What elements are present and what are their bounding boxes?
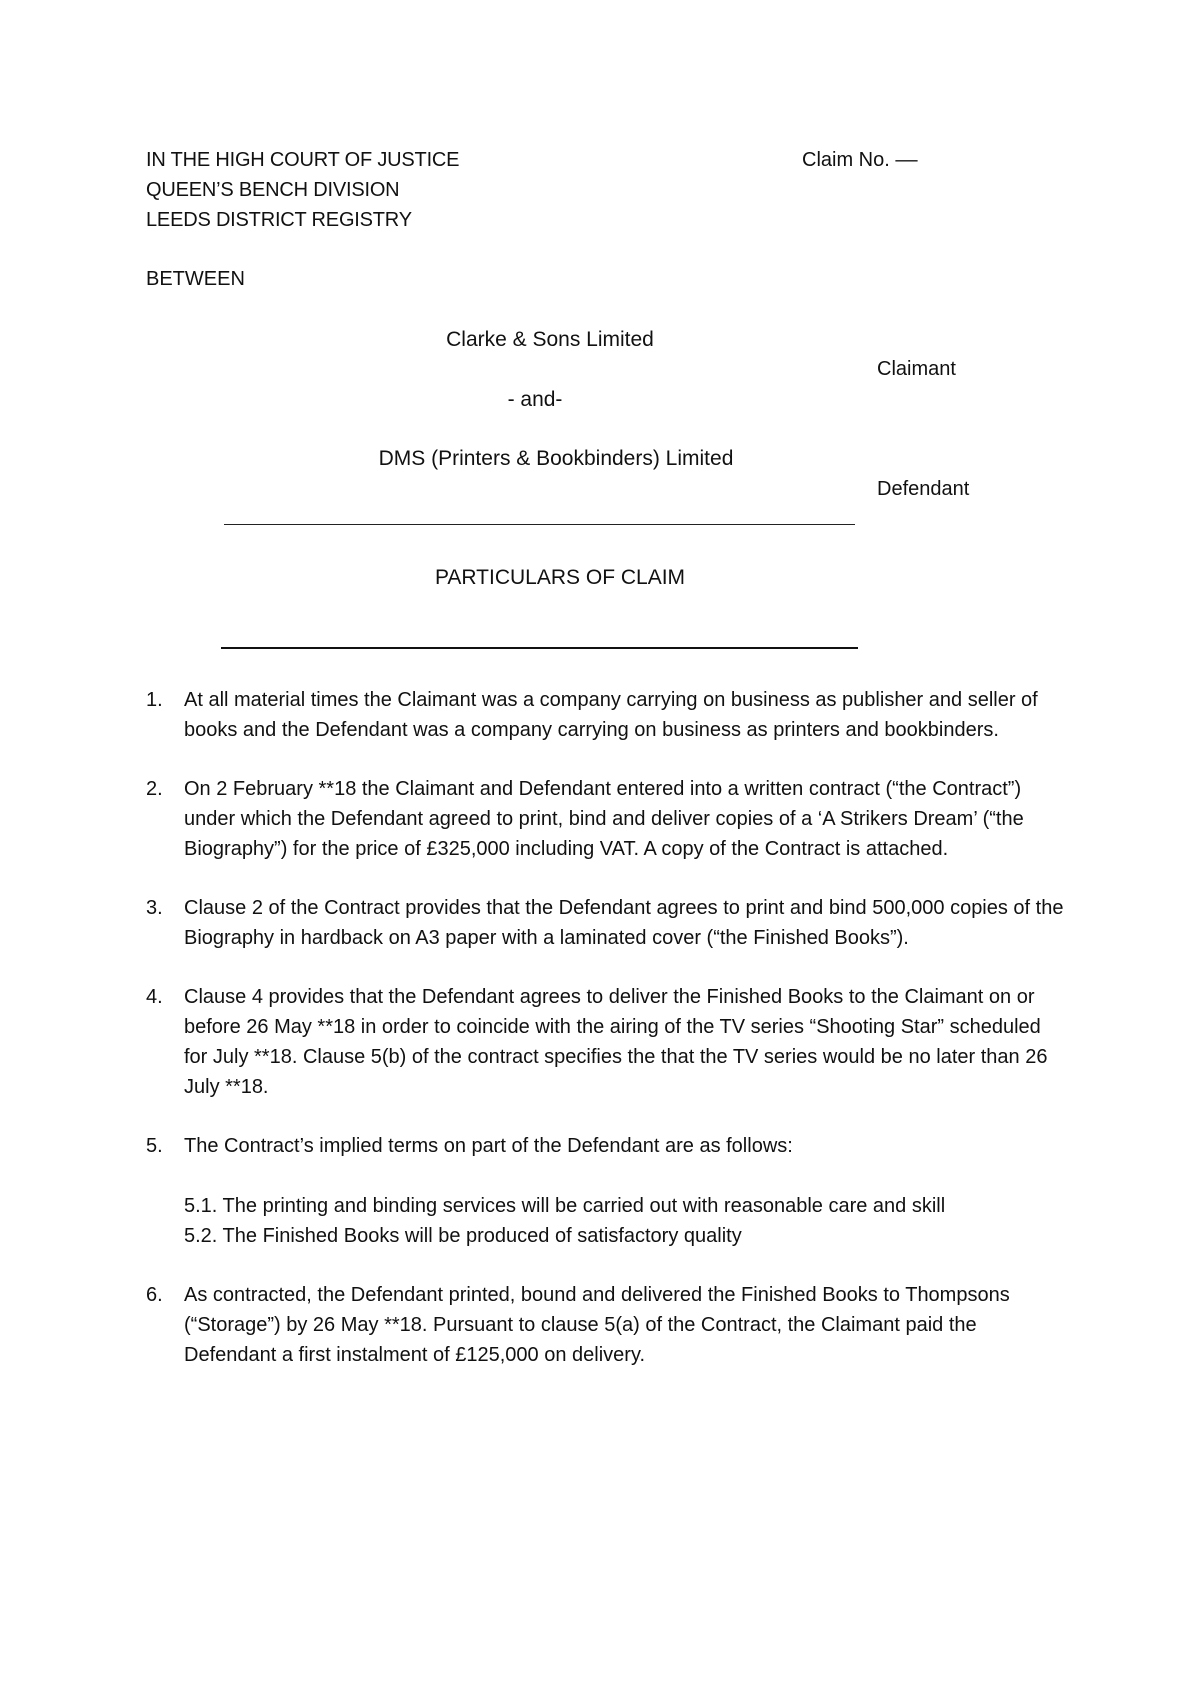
paragraph-text: At all material times the Claimant was a company carrying on business as publisher and seller of books and the Defendant was a company carrying on business as printers and bookbinders. bbox=[184, 689, 1038, 741]
paragraph-number: 2. bbox=[146, 778, 163, 800]
claimant-name: Clarke & Sons Limited bbox=[446, 328, 654, 351]
claim-number: Claim No. –– bbox=[802, 149, 918, 171]
between-label: BETWEEN bbox=[146, 268, 245, 290]
paragraph-1 bbox=[146, 685, 1066, 745]
paragraph-number: 3. bbox=[146, 897, 163, 919]
paragraph-6 bbox=[146, 1280, 1066, 1370]
paragraph-text: As contracted, the Defendant printed, bound and delivered the Finished Books to Thompsons (“Storage”) by 26 May **18. Pursuant to clause 5(a) of the Contract, the Claimant paid the Defendant a first instalment of £125,000 on delivery. bbox=[184, 1284, 1010, 1366]
paragraph-text: On 2 February **18 the Claimant and Defendant entered into a written contract (“the Contract”) under which the Defendant agreed to print, bind and deliver copies of a ‘A Strikers Dream’ (“the Biography”) for the price of £325,000 including VAT. A copy of the Contract is attached. bbox=[184, 778, 1024, 860]
paragraph-4 bbox=[146, 982, 1066, 1102]
paragraph-number: 5. bbox=[146, 1135, 163, 1157]
claim-paragraphs bbox=[146, 685, 1066, 1399]
paragraph-number: 6. bbox=[146, 1284, 163, 1306]
document-title: PARTICULARS OF CLAIM bbox=[434, 566, 686, 589]
divider-line bbox=[224, 524, 855, 525]
paragraph-text: Clause 4 provides that the Defendant agrees to deliver the Finished Books to the Claimant on or before 26 May **18 in order to coincide with the airing of the TV series “Shooting Star” scheduled for July **18. Clause 5(b) of the contract specifies the that the TV series would be no later than 26 July **18. bbox=[184, 986, 1048, 1098]
claimant-role-label: Claimant bbox=[877, 358, 956, 380]
sub-paragraph-5-1: 5.1. The printing and binding services will be carried out with reasonable care and skill bbox=[184, 1195, 946, 1217]
paragraph-5 bbox=[146, 1131, 1066, 1251]
defendant-name: DMS (Printers & Bookbinders) Limited bbox=[378, 447, 734, 470]
paragraph-number: 4. bbox=[146, 986, 163, 1008]
divider-line-bold bbox=[221, 647, 858, 649]
paragraph-3 bbox=[146, 893, 1066, 953]
court-name-line: IN THE HIGH COURT OF JUSTICE bbox=[146, 149, 460, 171]
paragraph-number: 1. bbox=[146, 689, 163, 711]
and-separator: - and- bbox=[507, 388, 563, 411]
sub-paragraph-5-2: 5.2. The Finished Books will be produced of satisfactory quality bbox=[184, 1225, 742, 1247]
paragraph-text: The Contract’s implied terms on part of the Defendant are as follows: bbox=[184, 1135, 793, 1157]
sub-paragraph-list bbox=[184, 1191, 1066, 1251]
registry-line: LEEDS DISTRICT REGISTRY bbox=[146, 209, 412, 231]
defendant-role-label: Defendant bbox=[877, 478, 970, 500]
paragraph-text: Clause 2 of the Contract provides that the Defendant agrees to print and bind 500,000 copies of the Biography in hardback on A3 paper with a laminated cover (“the Finished Books”). bbox=[184, 897, 1064, 949]
division-line: QUEEN’S BENCH DIVISION bbox=[146, 179, 400, 201]
paragraph-2 bbox=[146, 774, 1066, 864]
